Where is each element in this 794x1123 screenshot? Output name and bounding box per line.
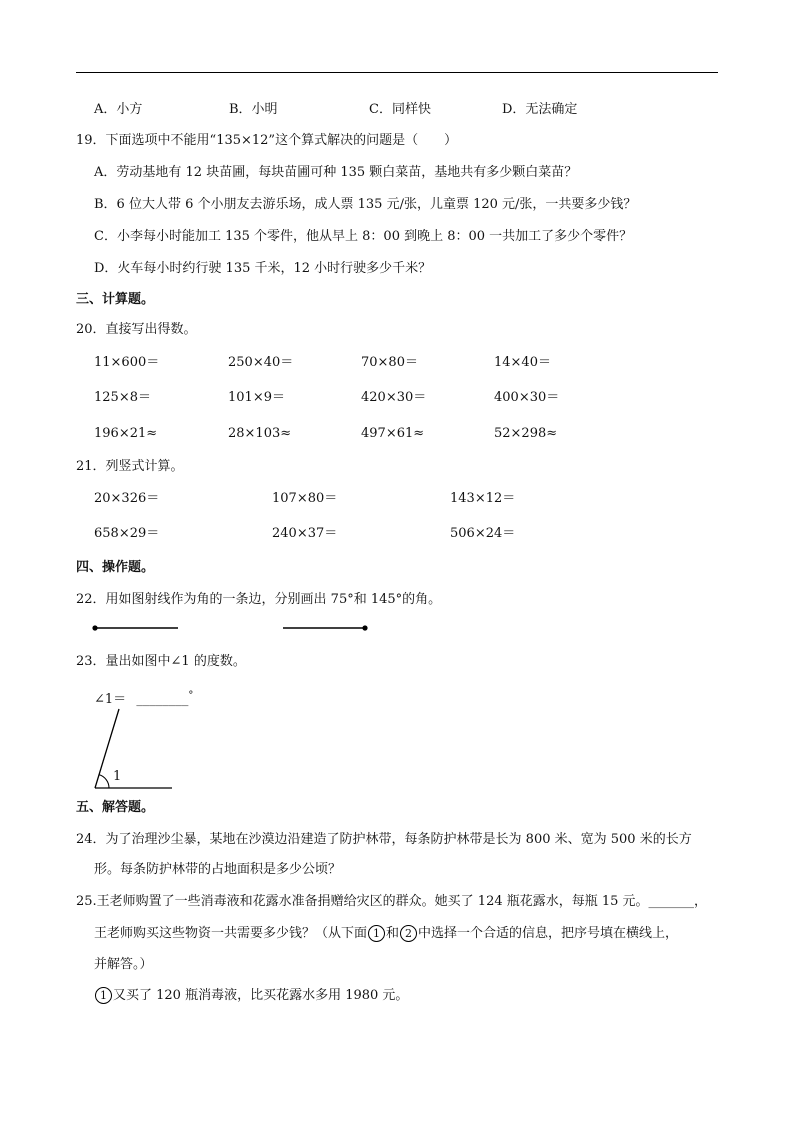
q20-item: 125×8＝ bbox=[94, 390, 151, 405]
q23-answer-line bbox=[94, 687, 193, 709]
q20-stem: 20．直接写出得数。 bbox=[76, 322, 197, 337]
q21-stem: 21．列竖式计算。 bbox=[76, 459, 184, 474]
q21-item: 658×29＝ bbox=[94, 526, 160, 541]
q18-option-d: D．无法确定 bbox=[502, 102, 578, 117]
section-heading-operation: 四、操作题。 bbox=[76, 560, 155, 575]
q23-stem: 23．量出如图中∠1 的度数。 bbox=[76, 654, 246, 669]
q24-line-2: 形。每条防护林带的占地面积是多少公顷？ bbox=[94, 862, 342, 877]
q25-info-1 bbox=[94, 987, 408, 1005]
q19-stem: 19．下面选项中不能用“135×12”这个算式解决的问题是（ ） bbox=[76, 133, 458, 148]
q18-option-c: C．同样快 bbox=[369, 102, 431, 117]
q20-item: 250×40＝ bbox=[228, 355, 294, 370]
q19-option-a: A．劳动基地有 12 块苗圃，每块苗圃可种 135 颗白菜苗，基地共有多少颗白菜苗？ bbox=[94, 165, 578, 180]
q19-option-d: D．火车每小时约行驶 135 千米，12 小时行驶多少千米？ bbox=[94, 261, 432, 276]
q21-item: 143×12＝ bbox=[450, 491, 516, 506]
q25-line-2-text-b: 和 bbox=[386, 926, 400, 941]
q23-answer-blank[interactable]: ________ bbox=[136, 692, 189, 707]
q22-ray-right bbox=[283, 625, 368, 630]
q20-item: 497×61≈ bbox=[361, 426, 425, 441]
q20-item: 14×40＝ bbox=[494, 355, 551, 370]
q23-angle-label: 1 bbox=[113, 769, 122, 784]
q20-item: 196×21≈ bbox=[94, 426, 158, 441]
q20-item: 28×103≈ bbox=[228, 426, 292, 441]
section-heading-calculation: 三、计算题。 bbox=[76, 292, 155, 307]
q20-item: 101×9＝ bbox=[228, 390, 285, 405]
q18-option-b: B．小明 bbox=[229, 102, 278, 117]
q20-item: 420×30＝ bbox=[361, 390, 427, 405]
q22-ray-left bbox=[92, 625, 178, 630]
q20-item: 70×80＝ bbox=[361, 355, 418, 370]
q25-line-2 bbox=[94, 925, 678, 943]
q23-answer-prefix: ∠1＝ bbox=[94, 692, 127, 707]
circled-number-1: 1 bbox=[95, 987, 112, 1004]
q19-option-b: B．6 位大人带 6 个小朋友去游乐场，成人票 135 元/张，儿童票 120 元/张，一共要多少钱？ bbox=[94, 197, 637, 212]
q25-line-1: 25.王老师购置了一些消毒液和花露水准备捐赠给灾区的群众。她买了 124 瓶花露水，每瓶 15 元。_______， bbox=[76, 894, 708, 909]
q23-degree-symbol: ° bbox=[188, 690, 194, 701]
q21-item: 240×37＝ bbox=[272, 526, 338, 541]
q25-info-1-text: 又买了 120 瓶消毒液，比买花露水多用 1980 元。 bbox=[113, 988, 409, 1003]
circled-number-2: 2 bbox=[400, 925, 417, 942]
q18-option-a: A．小方 bbox=[94, 102, 143, 117]
q21-item: 506×24＝ bbox=[450, 526, 516, 541]
q22-stem: 22．用如图射线作为角的一条边，分别画出 75°和 145°的角。 bbox=[76, 592, 442, 607]
circled-number-1: 1 bbox=[368, 925, 385, 942]
q21-item: 20×326＝ bbox=[94, 491, 160, 506]
q25-line-3: 并解答。） bbox=[94, 957, 153, 972]
q20-item: 11×600＝ bbox=[94, 355, 160, 370]
q20-item: 400×30＝ bbox=[494, 390, 560, 405]
section-heading-answer: 五、解答题。 bbox=[76, 800, 155, 815]
q25-line-2-text-c: 中选择一个合适的信息，把序号填在横线上， bbox=[418, 926, 679, 941]
q24-line-1: 24．为了治理沙尘暴，某地在沙漠边沿建造了防护林带，每条防护林带是长为 800 米、宽为 500 米的长方 bbox=[76, 832, 692, 847]
q25-line-2-text-a: 王老师购买这些物资一共需要多少钱？（从下面 bbox=[94, 926, 368, 941]
q21-item: 107×80＝ bbox=[272, 491, 338, 506]
q20-item: 52×298≈ bbox=[494, 426, 558, 441]
q19-option-c: C．小李每小时能加工 135 个零件，他从早上 8：00 到晚上 8：00 一共加工了多少个零件？ bbox=[94, 229, 633, 244]
q23-angle-figure bbox=[95, 709, 172, 788]
